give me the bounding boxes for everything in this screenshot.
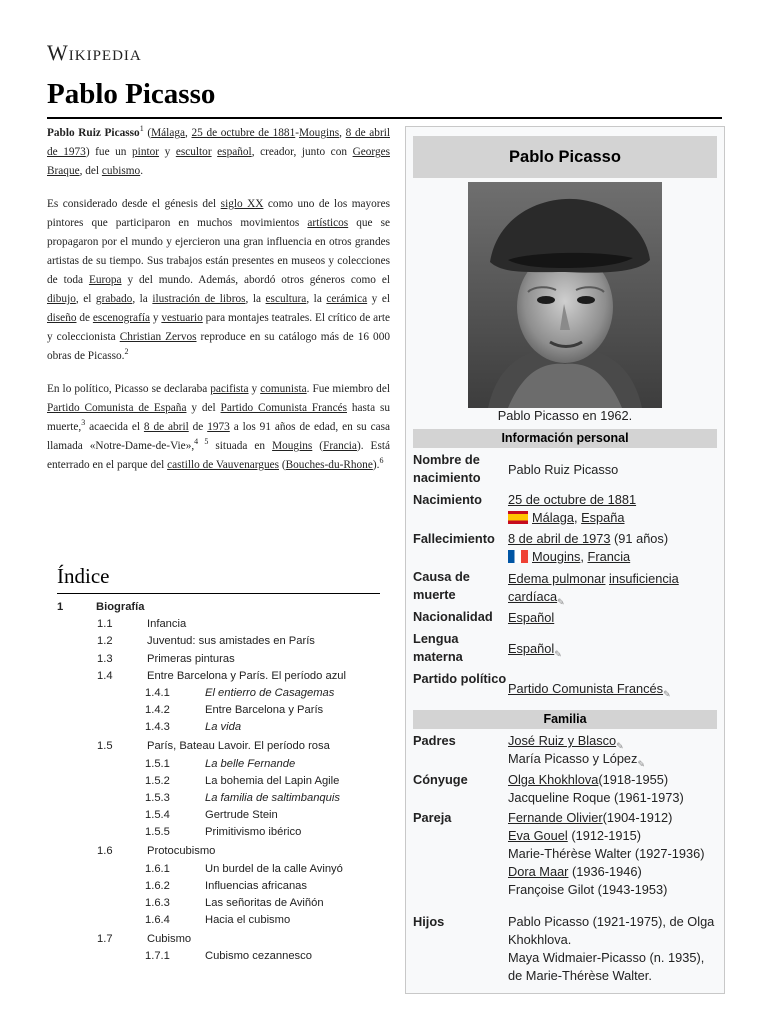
- link-mougins[interactable]: Mougins: [298, 127, 340, 139]
- text: y: [149, 312, 162, 324]
- text: de: [188, 421, 208, 433]
- value-nombre: Pablo Ruiz Picasso: [508, 462, 619, 477]
- link-insuficiencia[interactable]: insuficiencia cardíaca: [508, 571, 679, 604]
- toc-item-label[interactable]: Gertrude Stein: [205, 809, 278, 822]
- link-death-country[interactable]: Francia: [587, 549, 631, 564]
- value-fallecimiento: 8 de abril de 1973 (91 años) Mougins, Francia: [508, 531, 669, 564]
- toc-item-number: 1.5.5: [145, 826, 170, 839]
- text: y del: [186, 402, 221, 414]
- toc-item-number: 1.1: [97, 618, 113, 631]
- link-ceramica[interactable]: cerámica: [326, 293, 368, 305]
- toc-item-label[interactable]: Influencias africanas: [205, 879, 307, 892]
- link-mougins-2[interactable]: Mougins: [272, 440, 313, 452]
- conyuge-years: (1918-1955): [598, 772, 669, 787]
- link-malaga[interactable]: Málaga: [151, 127, 185, 139]
- value-pareja: [508, 809, 720, 899]
- link-pce[interactable]: Partido Comunista de España: [47, 402, 187, 414]
- toc-item-number: 1.5.3: [145, 792, 170, 804]
- toc-item-label[interactable]: Infancia: [147, 618, 187, 631]
- link-partido[interactable]: Partido Comunista Francés: [508, 681, 664, 696]
- toc-item-label[interactable]: Entre Barcelona y París: [205, 704, 324, 717]
- text: , del: [79, 165, 102, 177]
- madre: María Picasso y López: [508, 751, 638, 766]
- text: ).: [372, 459, 380, 471]
- link-birth-country[interactable]: España: [581, 510, 625, 525]
- value-conyuge: [508, 771, 720, 807]
- text: Es considerado desde el génesis del: [47, 198, 221, 210]
- hijo-2: Maya Widmaier-Picasso (n. 1935), de Marie-Thérèse Walter.: [508, 950, 705, 983]
- text: hasta su muerte,: [47, 402, 390, 433]
- link-nacionalidad[interactable]: Español: [508, 610, 555, 625]
- spain-flag-icon: [508, 511, 528, 524]
- value-nacimiento: 25 de octubre de 1881 Málaga, España: [508, 492, 637, 525]
- link-olga[interactable]: Olga Khokhlova: [508, 772, 599, 787]
- text: que se propagaron por el mundo y ejercieron una gran influencia en otros grandes artistas de su tiempo. Sus trabajos están presentes en museos y colecciones de toda: [47, 217, 390, 286]
- label-pareja: Pareja: [413, 810, 452, 825]
- toc-item-label[interactable]: Primeras pinturas: [147, 652, 235, 665]
- value-nacionalidad: [508, 609, 720, 627]
- toc-item-label[interactable]: La familia de saltimbanquis: [205, 792, 340, 804]
- link-francia[interactable]: Francia: [323, 440, 357, 452]
- link-diseno[interactable]: diseño: [47, 312, 77, 324]
- link-escenografia[interactable]: escenografía: [92, 312, 150, 324]
- text: En lo político, Picasso se declaraba: [47, 383, 211, 395]
- text: .: [140, 165, 144, 177]
- toc-item-number: 1.5: [97, 740, 113, 753]
- infobox: [405, 126, 725, 994]
- link-dora[interactable]: Dora Maar: [508, 864, 569, 879]
- link-birth-date[interactable]: 25 de octubre de 1881: [508, 492, 637, 507]
- toc-item-number: 1.5.1: [145, 757, 170, 770]
- toc-item-label[interactable]: Juventud: sus amistades en París: [147, 635, 315, 648]
- text: , el: [75, 293, 96, 305]
- label-lengua: Lengua materna: [413, 631, 463, 664]
- toc-item-label[interactable]: Biografía: [96, 601, 145, 613]
- text: a los 91 años de edad, en su casa llamada «Notre-Dame-de-Vie»,: [47, 421, 391, 452]
- toc-item-number: 1.4.1: [145, 687, 170, 699]
- link-1973[interactable]: 1973: [207, 421, 230, 433]
- link-abril[interactable]: 8 de abril: [143, 421, 189, 433]
- wikipedia-logo[interactable]: [47, 40, 142, 66]
- link-zervos[interactable]: Christian Zervos: [119, 331, 197, 343]
- france-flag-icon: [508, 550, 528, 563]
- link-edema[interactable]: Edema pulmonar: [508, 571, 606, 586]
- link-death-date[interactable]: 8 de abril de 1973: [508, 531, 611, 546]
- edit-pencil-icon[interactable]: ✎: [637, 759, 645, 770]
- toc-item-label[interactable]: Entre Barcelona y París. El período azul: [147, 669, 346, 682]
- text: (: [147, 127, 152, 139]
- edit-pencil-icon[interactable]: ✎: [557, 597, 565, 608]
- value-causa: [508, 570, 720, 606]
- text: (: [279, 459, 286, 471]
- text: , la: [306, 293, 327, 305]
- link-lengua[interactable]: Español: [508, 641, 555, 656]
- pareja-years: (1936-1946): [568, 864, 642, 879]
- toc-item-number: 1.2: [97, 635, 113, 648]
- toc-item-number: 1.6.4: [145, 914, 170, 927]
- text: ,: [185, 127, 192, 139]
- text: , creador, junto con: [251, 146, 353, 158]
- toc-heading: Índice: [57, 564, 110, 588]
- toc-item-number: 1.4.2: [145, 704, 170, 717]
- section-familia: Familia: [413, 710, 717, 729]
- toc-item-label[interactable]: Un burdel de la calle Avinyó: [205, 862, 343, 875]
- toc-item-label[interactable]: Primitivismo ibérico: [205, 826, 302, 839]
- value-hijos: [508, 913, 720, 985]
- toc-item-number: 1.7.1: [145, 950, 170, 963]
- toc-item-label[interactable]: La vida: [205, 721, 242, 734]
- ref-link[interactable]: 1: [139, 124, 144, 134]
- label-nacimiento: Nacimiento: [413, 492, 482, 507]
- link-comunista[interactable]: comunista: [260, 383, 307, 395]
- text: y el: [367, 293, 390, 305]
- toc-item-number: 1: [57, 601, 64, 613]
- text: situada en: [208, 440, 273, 452]
- link-espanol[interactable]: español: [217, 146, 252, 158]
- toc-item-number: 1.5.2: [145, 774, 170, 787]
- text: ,: [339, 127, 346, 139]
- link-dibujo[interactable]: dibujo: [47, 293, 76, 305]
- toc-item-label[interactable]: Las señoritas de Aviñón: [205, 897, 324, 909]
- pareja-years: (1904-1912): [602, 810, 673, 825]
- label-hijos: Hijos: [413, 914, 445, 929]
- toc-item-number: 1.6.2: [145, 879, 170, 892]
- label-conyuge: Cónyuge: [413, 772, 468, 787]
- text: para montajes teatrales. El crítico de arte y coleccionista: [47, 312, 391, 343]
- photo-caption: Pablo Picasso en 1962.: [497, 408, 633, 423]
- link-birth-city[interactable]: Málaga: [532, 510, 574, 525]
- subject-name: Pablo Ruiz Picasso: [47, 127, 140, 139]
- article-body: [47, 124, 390, 489]
- link-grabado[interactable]: grabado: [95, 293, 133, 305]
- link-death[interactable]: 8 de abril de 1973: [47, 127, 390, 158]
- link-birth[interactable]: 25 de octubre de 1881: [191, 127, 296, 139]
- toc-item-label[interactable]: París, Bateau Lavoir. El período rosa: [147, 740, 330, 753]
- ref-link[interactable]: 2: [124, 347, 129, 357]
- portrait-photo[interactable]: [468, 182, 662, 408]
- label-fallecimiento: Fallecimiento: [413, 531, 495, 546]
- text: de: [76, 312, 93, 324]
- text: . Fue miembro del: [306, 383, 390, 395]
- text: (: [312, 440, 324, 452]
- label-nombre: Nombre de nacimiento: [413, 452, 481, 485]
- link-padre[interactable]: José Ruiz y Blasco: [508, 733, 617, 748]
- value-padres: [508, 732, 720, 768]
- hijo-1: Pablo Picasso (1921-1975), de Olga Khokhlova.: [508, 914, 715, 947]
- title-divider: [47, 117, 722, 119]
- text: acaecida el: [85, 421, 144, 433]
- pareja-5: Françoise Gilot (1943-1953): [508, 882, 668, 897]
- toc-item-label[interactable]: El entierro de Casagemas: [205, 687, 335, 699]
- death-age: (91 años): [610, 531, 669, 546]
- text: , la: [245, 293, 266, 305]
- link-pacifista[interactable]: pacifista: [210, 383, 249, 395]
- intro-paragraph-2: [47, 195, 390, 366]
- link-artisticos[interactable]: artísticos: [307, 217, 349, 229]
- toc-item-number: 1.4: [97, 669, 113, 682]
- link-fernande[interactable]: Fernande Olivier: [508, 810, 603, 825]
- link-cubismo[interactable]: cubismo: [101, 165, 141, 177]
- intro-paragraph-3: [47, 380, 390, 475]
- text: ). Está enterrado en el parque del: [47, 440, 390, 471]
- toc-item-number: 1.6: [97, 845, 113, 858]
- link-escultura[interactable]: escultura: [265, 293, 307, 305]
- ref-link[interactable]: 4 5: [194, 437, 209, 447]
- value-partido: [508, 680, 720, 698]
- link-ilustracion[interactable]: ilustración de libros: [152, 293, 246, 305]
- site-name: Wikipedia: [47, 40, 142, 65]
- toc-item-number: 1.6.3: [145, 897, 170, 909]
- label-padres: Padres: [413, 733, 456, 748]
- page-title: Pablo Picasso: [47, 78, 216, 110]
- link-pintor[interactable]: pintor: [132, 146, 160, 158]
- text: reproduce en su catálogo más de 16 000 obras de Picasso.: [47, 331, 391, 362]
- toc-item-label[interactable]: La bohemia del Lapin Agile: [205, 774, 340, 787]
- text: y: [159, 146, 176, 158]
- link-braque[interactable]: Georges Braque: [47, 146, 390, 177]
- section-personal: Información personal: [413, 429, 717, 448]
- toc-divider: [57, 593, 380, 594]
- text: y del mundo. Además, abordó otros géneros como el: [121, 274, 390, 286]
- link-siglo[interactable]: siglo XX: [220, 198, 264, 210]
- conyuge-2: Jacqueline Roque (1961-1973): [508, 790, 684, 805]
- pareja-3: Marie-Thérèse Walter (1927-1936): [508, 846, 705, 861]
- link-europa[interactable]: Europa: [88, 274, 122, 286]
- link-castillo[interactable]: castillo de Vauvenargues: [167, 459, 280, 471]
- label-partido: Partido político: [413, 671, 507, 686]
- toc-item-label[interactable]: Hacia el cubismo: [205, 914, 291, 927]
- toc-item-number: 1.5.4: [145, 809, 170, 822]
- pareja-years: (1912-1915): [567, 828, 642, 843]
- toc-item-number: 1.6.1: [145, 862, 170, 875]
- toc-item-label[interactable]: Cubismo: [147, 933, 192, 946]
- edit-pencil-icon[interactable]: ✎: [554, 649, 562, 660]
- link-eva[interactable]: Eva Gouel: [508, 828, 568, 843]
- edit-pencil-icon[interactable]: ✎: [663, 689, 671, 700]
- text: -: [295, 127, 299, 139]
- link-bouches[interactable]: Bouches-du-Rhone: [285, 459, 373, 471]
- link-vestuario[interactable]: vestuario: [161, 312, 203, 324]
- ref-link[interactable]: 3: [81, 418, 86, 428]
- label-nacionalidad: Nacionalidad: [413, 609, 493, 624]
- toc-item-label[interactable]: Protocubismo: [147, 845, 216, 858]
- link-pcf[interactable]: Partido Comunista Francés: [220, 402, 347, 414]
- link-death-city[interactable]: Mougins: [532, 549, 581, 564]
- toc-item-label[interactable]: La belle Fernande: [205, 757, 296, 770]
- text: como uno de los mayores pintores que participaron en muchos movimientos: [47, 198, 390, 229]
- ref-link[interactable]: 6: [379, 456, 384, 466]
- toc-item-label[interactable]: Cubismo cezannesco: [205, 950, 312, 963]
- link-escultor[interactable]: escultor: [175, 146, 212, 158]
- text: , la: [132, 293, 153, 305]
- toc-item-number: 1.3: [97, 652, 113, 665]
- label-causa: Causa de muerte: [413, 569, 470, 602]
- toc-item-number: 1.7: [97, 933, 113, 946]
- text: y: [248, 383, 261, 395]
- toc-item-number: 1.4.3: [145, 721, 170, 734]
- intro-paragraph-1: [47, 124, 390, 181]
- text: ) fue un: [85, 146, 133, 158]
- value-lengua: [508, 640, 720, 658]
- infobox-title: Pablo Picasso: [413, 136, 717, 178]
- edit-pencil-icon[interactable]: ✎: [616, 741, 624, 752]
